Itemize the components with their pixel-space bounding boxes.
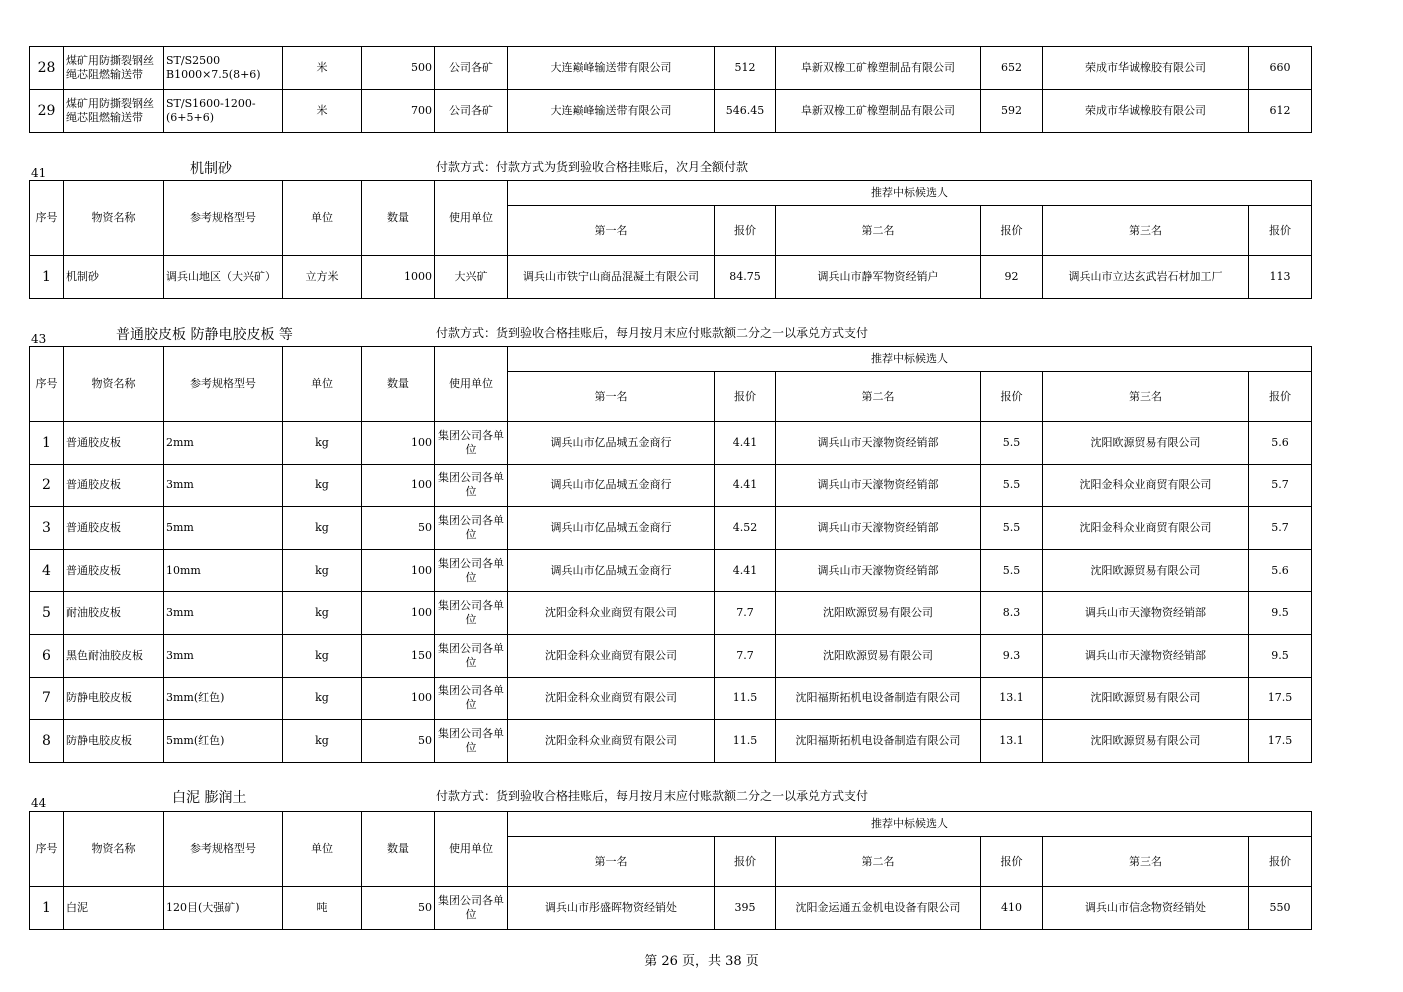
seq-header: 序号 xyxy=(30,347,64,422)
table-row xyxy=(30,464,1312,507)
unit-header: 单位 xyxy=(283,347,362,422)
first-price: 7.7 xyxy=(715,592,776,635)
item-quantity: 100 xyxy=(362,422,435,465)
header-row xyxy=(30,812,1312,837)
item-unit: 米 xyxy=(283,47,362,90)
second-price: 5.5 xyxy=(981,507,1043,550)
quantity-header: 数量 xyxy=(362,812,435,887)
unit-header: 单位 xyxy=(283,181,362,256)
item-spec: 调兵山地区（大兴矿） xyxy=(164,256,283,299)
first-candidate: 调兵山市铁宁山商品混凝土有限公司 xyxy=(508,256,715,299)
item-quantity: 500 xyxy=(362,47,435,90)
table-row xyxy=(30,634,1312,677)
item-quantity: 50 xyxy=(362,887,435,930)
second-price: 652 xyxy=(981,47,1043,90)
item-unit: kg xyxy=(283,507,362,550)
using-unit: 公司各矿 xyxy=(435,90,508,133)
item-unit: kg xyxy=(283,464,362,507)
third-price: 17.5 xyxy=(1249,720,1312,763)
row-number: 3 xyxy=(30,507,64,550)
item-spec: 2mm xyxy=(164,422,283,465)
item-quantity: 50 xyxy=(362,507,435,550)
using-unit-header: 使用单位 xyxy=(435,181,508,256)
third-price: 5.7 xyxy=(1249,507,1312,550)
second-candidate: 沈阳福斯拓机电设备制造有限公司 xyxy=(776,677,981,720)
item-name: 白泥 xyxy=(64,887,164,930)
first-candidate: 调兵山市亿品城五金商行 xyxy=(508,507,715,550)
using-unit: 集团公司各单位 xyxy=(435,592,508,635)
third-candidate: 沈阳欧源贸易有限公司 xyxy=(1043,720,1249,763)
using-unit-header: 使用单位 xyxy=(435,347,508,422)
first-price: 7.7 xyxy=(715,634,776,677)
third-candidate: 沈阳金科众业商贸有限公司 xyxy=(1043,464,1249,507)
table-row xyxy=(30,47,1312,90)
header-row xyxy=(30,347,1312,372)
item-name: 普通胶皮板 xyxy=(64,464,164,507)
price-header: 报价 xyxy=(981,372,1043,422)
second-candidate: 沈阳欧源贸易有限公司 xyxy=(776,634,981,677)
section-41-table xyxy=(29,180,1312,299)
top-continuation-table xyxy=(29,46,1312,133)
second-price: 92 xyxy=(981,256,1043,299)
name-header: 物资名称 xyxy=(64,181,164,256)
recommend-header: 推荐中标候选人 xyxy=(508,812,1312,837)
table-row xyxy=(30,887,1312,930)
using-unit: 集团公司各单位 xyxy=(435,677,508,720)
third-candidate: 调兵山市天濠物资经销部 xyxy=(1043,634,1249,677)
item-spec: 5mm xyxy=(164,507,283,550)
second-candidate: 阜新双橡工矿橡塑制品有限公司 xyxy=(776,47,981,90)
second-candidate: 调兵山市天濠物资经销部 xyxy=(776,422,981,465)
item-quantity: 50 xyxy=(362,720,435,763)
row-number: 1 xyxy=(30,422,64,465)
row-number: 5 xyxy=(30,592,64,635)
item-unit: kg xyxy=(283,422,362,465)
second-candidate: 沈阳金运通五金机电设备有限公司 xyxy=(776,887,981,930)
second-header: 第二名 xyxy=(776,372,981,422)
section-title: 普通胶皮板 防静电胶皮板 等 xyxy=(116,327,293,343)
row-number: 8 xyxy=(30,720,64,763)
table-row xyxy=(30,422,1312,465)
item-unit: kg xyxy=(283,677,362,720)
price-header: 报价 xyxy=(1249,206,1312,256)
first-candidate: 调兵山市亿品城五金商行 xyxy=(508,549,715,592)
item-spec: 120目(大强矿) xyxy=(164,887,283,930)
second-candidate: 调兵山市静军物资经销户 xyxy=(776,256,981,299)
section-number: 43 xyxy=(31,332,47,346)
price-header: 报价 xyxy=(715,837,776,887)
third-price: 612 xyxy=(1249,90,1312,133)
third-header: 第三名 xyxy=(1043,206,1249,256)
item-name: 防静电胶皮板 xyxy=(64,720,164,763)
using-unit: 集团公司各单位 xyxy=(435,549,508,592)
first-candidate: 调兵山市亿品城五金商行 xyxy=(508,422,715,465)
item-quantity: 1000 xyxy=(362,256,435,299)
row-number: 1 xyxy=(30,887,64,930)
name-header: 物资名称 xyxy=(64,347,164,422)
item-spec: 5mm(红色) xyxy=(164,720,283,763)
second-price: 592 xyxy=(981,90,1043,133)
second-price: 410 xyxy=(981,887,1043,930)
section-number: 41 xyxy=(31,166,47,180)
third-candidate: 荣成市华诚橡胶有限公司 xyxy=(1043,90,1249,133)
item-quantity: 100 xyxy=(362,549,435,592)
row-number: 6 xyxy=(30,634,64,677)
quantity-header: 数量 xyxy=(362,181,435,256)
item-unit: 米 xyxy=(283,90,362,133)
item-unit: kg xyxy=(283,634,362,677)
second-candidate: 沈阳欧源贸易有限公司 xyxy=(776,592,981,635)
item-spec: 3mm xyxy=(164,634,283,677)
first-candidate: 大连巅峰输送带有限公司 xyxy=(508,47,715,90)
using-unit: 公司各矿 xyxy=(435,47,508,90)
first-price: 11.5 xyxy=(715,720,776,763)
third-candidate: 调兵山市天濠物资经销部 xyxy=(1043,592,1249,635)
first-candidate: 调兵山市彤盛晖物资经销处 xyxy=(508,887,715,930)
recommend-header: 推荐中标候选人 xyxy=(508,347,1312,372)
third-candidate: 沈阳欧源贸易有限公司 xyxy=(1043,422,1249,465)
using-unit-header: 使用单位 xyxy=(435,812,508,887)
third-price: 5.6 xyxy=(1249,549,1312,592)
name-header: 物资名称 xyxy=(64,812,164,887)
row-number: 2 xyxy=(30,464,64,507)
table-row xyxy=(30,677,1312,720)
item-name: 耐油胶皮板 xyxy=(64,592,164,635)
first-header: 第一名 xyxy=(508,372,715,422)
item-name: 煤矿用防撕裂钢丝绳芯阻燃输送带 xyxy=(64,47,164,90)
third-candidate: 沈阳欧源贸易有限公司 xyxy=(1043,549,1249,592)
item-quantity: 100 xyxy=(362,464,435,507)
recommend-header: 推荐中标候选人 xyxy=(508,181,1312,206)
third-price: 9.5 xyxy=(1249,592,1312,635)
third-candidate: 沈阳欧源贸易有限公司 xyxy=(1043,677,1249,720)
item-quantity: 100 xyxy=(362,677,435,720)
third-price: 5.6 xyxy=(1249,422,1312,465)
using-unit: 大兴矿 xyxy=(435,256,508,299)
third-candidate: 荣成市华诚橡胶有限公司 xyxy=(1043,47,1249,90)
second-candidate: 调兵山市天濠物资经销部 xyxy=(776,507,981,550)
row-number: 1 xyxy=(30,256,64,299)
first-price: 4.41 xyxy=(715,464,776,507)
table-row xyxy=(30,592,1312,635)
item-name: 煤矿用防撕裂钢丝绳芯阻燃输送带 xyxy=(64,90,164,133)
item-quantity: 100 xyxy=(362,592,435,635)
third-candidate: 沈阳金科众业商贸有限公司 xyxy=(1043,507,1249,550)
second-candidate: 沈阳福斯拓机电设备制造有限公司 xyxy=(776,720,981,763)
using-unit: 集团公司各单位 xyxy=(435,422,508,465)
spec-header: 参考规格型号 xyxy=(164,347,283,422)
item-spec: 3mm xyxy=(164,464,283,507)
item-unit: 吨 xyxy=(283,887,362,930)
second-candidate: 阜新双橡工矿橡塑制品有限公司 xyxy=(776,90,981,133)
first-price: 512 xyxy=(715,47,776,90)
first-price: 4.41 xyxy=(715,422,776,465)
item-name: 防静电胶皮板 xyxy=(64,677,164,720)
payment-terms: 付款方式：货到验收合格挂账后，每月按月末应付账款额二分之一以承兑方式支付 xyxy=(436,789,869,803)
seq-header: 序号 xyxy=(30,812,64,887)
row-number: 29 xyxy=(30,90,64,133)
item-unit: kg xyxy=(283,549,362,592)
second-candidate: 调兵山市天濠物资经销部 xyxy=(776,549,981,592)
using-unit: 集团公司各单位 xyxy=(435,887,508,930)
third-price: 17.5 xyxy=(1249,677,1312,720)
item-spec: 3mm(红色) xyxy=(164,677,283,720)
item-name: 机制砂 xyxy=(64,256,164,299)
item-unit: kg xyxy=(283,720,362,763)
using-unit: 集团公司各单位 xyxy=(435,464,508,507)
item-spec: ST/S1600-1200-(6+5+6) xyxy=(164,90,283,133)
first-price: 11.5 xyxy=(715,677,776,720)
third-candidate: 调兵山市立达玄武岩石材加工厂 xyxy=(1043,256,1249,299)
row-number: 28 xyxy=(30,47,64,90)
third-price: 660 xyxy=(1249,47,1312,90)
first-price: 395 xyxy=(715,887,776,930)
third-price: 550 xyxy=(1249,887,1312,930)
section-44-table xyxy=(29,811,1312,930)
section-title: 机制砂 xyxy=(190,161,232,177)
table-row xyxy=(30,256,1312,299)
third-price: 5.7 xyxy=(1249,464,1312,507)
first-candidate: 沈阳金科众业商贸有限公司 xyxy=(508,634,715,677)
using-unit: 集团公司各单位 xyxy=(435,507,508,550)
second-price: 5.5 xyxy=(981,549,1043,592)
first-candidate: 调兵山市亿品城五金商行 xyxy=(508,464,715,507)
second-header: 第二名 xyxy=(776,837,981,887)
second-price: 8.3 xyxy=(981,592,1043,635)
third-header: 第三名 xyxy=(1043,837,1249,887)
row-number: 4 xyxy=(30,549,64,592)
first-candidate: 大连巅峰输送带有限公司 xyxy=(508,90,715,133)
payment-terms: 付款方式：货到验收合格挂账后，每月按月末应付账款额二分之一以承兑方式支付 xyxy=(436,326,869,340)
section-number: 44 xyxy=(31,796,47,810)
item-name: 普通胶皮板 xyxy=(64,507,164,550)
price-header: 报价 xyxy=(1249,372,1312,422)
first-candidate: 沈阳金科众业商贸有限公司 xyxy=(508,592,715,635)
third-header: 第三名 xyxy=(1043,372,1249,422)
using-unit: 集团公司各单位 xyxy=(435,720,508,763)
price-header: 报价 xyxy=(1249,837,1312,887)
quantity-header: 数量 xyxy=(362,347,435,422)
table-row xyxy=(30,507,1312,550)
item-spec: 3mm xyxy=(164,592,283,635)
first-price: 4.52 xyxy=(715,507,776,550)
first-header: 第一名 xyxy=(508,837,715,887)
second-price: 5.5 xyxy=(981,422,1043,465)
item-quantity: 700 xyxy=(362,90,435,133)
second-header: 第二名 xyxy=(776,206,981,256)
table-row xyxy=(30,90,1312,133)
spec-header: 参考规格型号 xyxy=(164,812,283,887)
first-price: 546.45 xyxy=(715,90,776,133)
second-price: 9.3 xyxy=(981,634,1043,677)
price-header: 报价 xyxy=(715,206,776,256)
table-row xyxy=(30,549,1312,592)
second-price: 13.1 xyxy=(981,720,1043,763)
spec-header: 参考规格型号 xyxy=(164,181,283,256)
item-name: 黑色耐油胶皮板 xyxy=(64,634,164,677)
item-spec: ST/S2500 B1000×7.5(8+6) xyxy=(164,47,283,90)
item-spec: 10mm xyxy=(164,549,283,592)
payment-terms: 付款方式：付款方式为货到验收合格挂账后，次月全额付款 xyxy=(436,160,749,174)
row-number: 7 xyxy=(30,677,64,720)
price-header: 报价 xyxy=(981,206,1043,256)
first-price: 4.41 xyxy=(715,549,776,592)
price-header: 报价 xyxy=(981,837,1043,887)
item-name: 普通胶皮板 xyxy=(64,422,164,465)
second-candidate: 调兵山市天濠物资经销部 xyxy=(776,464,981,507)
section-43-table xyxy=(29,346,1312,763)
section-title: 白泥 膨润土 xyxy=(172,790,247,806)
table-row xyxy=(30,720,1312,763)
seq-header: 序号 xyxy=(30,181,64,256)
unit-header: 单位 xyxy=(283,812,362,887)
first-candidate: 沈阳金科众业商贸有限公司 xyxy=(508,677,715,720)
first-candidate: 沈阳金科众业商贸有限公司 xyxy=(508,720,715,763)
using-unit: 集团公司各单位 xyxy=(435,634,508,677)
item-unit: 立方米 xyxy=(283,256,362,299)
second-price: 5.5 xyxy=(981,464,1043,507)
third-price: 9.5 xyxy=(1249,634,1312,677)
price-header: 报价 xyxy=(715,372,776,422)
page-footer: 第 26 页，共 38 页 xyxy=(644,954,759,969)
item-unit: kg xyxy=(283,592,362,635)
first-header: 第一名 xyxy=(508,206,715,256)
second-price: 13.1 xyxy=(981,677,1043,720)
third-price: 113 xyxy=(1249,256,1312,299)
first-price: 84.75 xyxy=(715,256,776,299)
third-candidate: 调兵山市信念物资经销处 xyxy=(1043,887,1249,930)
header-row xyxy=(30,181,1312,206)
item-quantity: 150 xyxy=(362,634,435,677)
item-name: 普通胶皮板 xyxy=(64,549,164,592)
